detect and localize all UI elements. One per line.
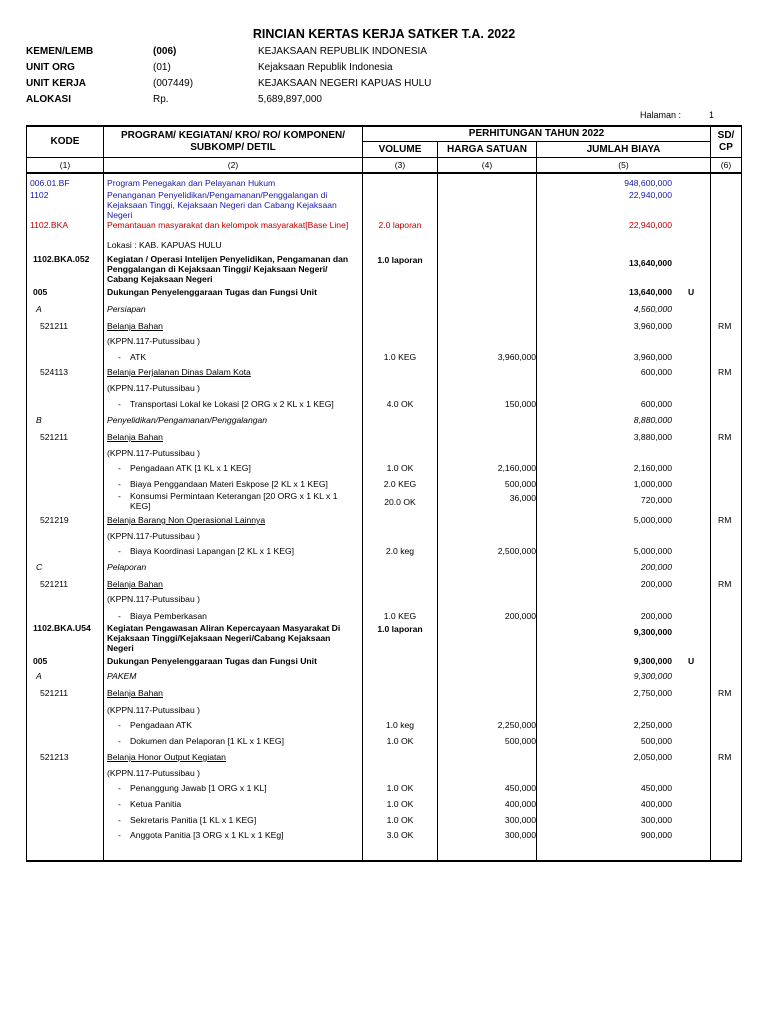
row-sd-flag: U — [688, 656, 695, 666]
row-code: 524113 — [40, 367, 69, 377]
row-unit-price: 200,000 — [504, 611, 536, 621]
row-description: Pengadaan ATK [1 KL x 1 KEG] — [130, 463, 251, 473]
row-cp-source: RM — [718, 688, 732, 698]
row-total: 3,960,000 — [633, 352, 672, 362]
row-code: 005 — [33, 656, 48, 666]
row-description: (KPPN.117-Putussibau ) — [107, 383, 200, 393]
row-description: Belanja Bahan — [107, 688, 163, 698]
table-top-border — [26, 125, 742, 127]
row-unit-price: 450,000 — [504, 783, 536, 793]
row-description: Belanja Bahan — [107, 321, 163, 331]
row-volume: 1.0 OK — [386, 783, 414, 793]
header-volume: VOLUME — [378, 144, 422, 155]
row-description: Belanja Honor Output Kegiatan — [107, 752, 226, 762]
row-total: 948,600,000 — [624, 178, 672, 188]
info-value: 5,689,897,000 — [258, 94, 322, 105]
row-volume: 1.0 OK — [386, 463, 414, 473]
row-volume: 2.0 laporan — [378, 220, 422, 230]
row-total: 8,880,000 — [633, 415, 672, 425]
row-total: 200,000 — [640, 579, 672, 589]
header-jumlah: JUMLAH BIAYA — [586, 144, 661, 155]
row-volume: 1.0 laporan — [377, 255, 423, 265]
row-description: Biaya Pemberkasan — [130, 611, 207, 621]
row-code: 005 — [33, 287, 48, 297]
row-description: (KPPN.117-Putussibau ) — [107, 705, 200, 715]
row-volume: 1.0 OK — [386, 799, 414, 809]
col-line-kode — [103, 125, 104, 861]
row-volume: 1.0 OK — [386, 815, 414, 825]
row-bullet: - — [118, 546, 121, 556]
row-description: (KPPN.117-Putussibau ) — [107, 531, 200, 541]
row-description: Belanja Barang Non Operasional Lainnya — [107, 515, 266, 525]
table-bottom-border — [26, 860, 742, 862]
info-value: KEJAKSAAN NEGERI KAPUAS HULU — [258, 78, 432, 89]
row-total: 3,960,000 — [633, 321, 672, 331]
row-bullet: - — [118, 491, 121, 501]
row-total: 2,160,000 — [633, 463, 672, 473]
row-bullet: - — [118, 783, 121, 793]
row-code: A — [36, 304, 42, 314]
row-description: Lokasi : KAB. KAPUAS HULU — [107, 240, 222, 250]
header-kode: KODE — [50, 136, 80, 147]
header-divider — [26, 157, 742, 158]
row-cp-source: RM — [718, 321, 732, 331]
row-cp-source: RM — [718, 579, 732, 589]
row-unit-price: 36,000 — [509, 493, 536, 503]
col-line-jumlah — [710, 125, 711, 861]
row-volume: 2.0 keg — [385, 546, 415, 556]
row-code: A — [36, 671, 42, 681]
info-code: Rp. — [153, 94, 169, 105]
row-unit-price: 2,500,000 — [497, 546, 536, 556]
row-total: 13,640,000 — [628, 258, 672, 268]
row-description: Belanja Bahan — [107, 432, 163, 442]
row-code: C — [36, 562, 43, 572]
header-perhitungan: PERHITUNGAN TAHUN 2022 — [468, 128, 605, 139]
row-bullet: - — [118, 720, 121, 730]
row-description: Belanja Perjalanan Dinas Dalam Kota — [107, 367, 251, 377]
row-description: Dokumen dan Pelaporan [1 KL x 1 KEG] — [130, 736, 284, 746]
row-sd-flag: U — [688, 287, 695, 297]
row-unit-price: 300,000 — [504, 815, 536, 825]
row-total: 5,000,000 — [633, 546, 672, 556]
row-volume: 1.0 OK — [386, 736, 414, 746]
col-line-left — [26, 125, 27, 861]
row-total: 2,750,000 — [633, 688, 672, 698]
row-code: 1102.BKA — [30, 220, 69, 230]
colnum-4: (4) — [481, 160, 493, 170]
row-description: Program Penegakan dan Pelayanan Hukum — [107, 178, 276, 188]
info-code: (006) — [153, 46, 177, 57]
row-unit-price: 3,960,000 — [497, 352, 536, 362]
row-total: 2,250,000 — [633, 720, 672, 730]
document-title: RINCIAN KERTAS KERJA SATKER T.A. 2022 — [252, 27, 516, 41]
row-description: Transportasi Lokal ke Lokasi [2 ORG x 2 KL x 1 KEG] — [130, 399, 334, 409]
row-total: 22,940,000 — [628, 190, 672, 200]
row-total: 300,000 — [640, 815, 672, 825]
row-description: Pelaporan — [107, 562, 147, 572]
header-harga: HARGA SATUAN — [447, 144, 527, 155]
row-code: 521219 — [40, 515, 69, 525]
row-description: Persiapan — [107, 304, 146, 314]
row-volume: 1.0 KEG — [383, 611, 417, 621]
row-volume: 1.0 keg — [385, 720, 415, 730]
info-row — [26, 44, 726, 60]
col-line-program — [362, 125, 363, 861]
row-description: Biaya Penggandaan Materi Eskpose [2 KL x 1 KEG] — [130, 479, 328, 489]
colnum-3: (3) — [394, 160, 406, 170]
row-bullet: - — [118, 611, 121, 621]
row-code: 1102.BKA.U54 — [33, 623, 91, 633]
row-description: (KPPN.117-Putussibau ) — [107, 594, 200, 604]
row-total: 600,000 — [640, 399, 672, 409]
colnum-1: (1) — [59, 160, 71, 170]
row-code: 521211 — [40, 579, 69, 589]
row-bullet: - — [118, 815, 121, 825]
row-unit-price: 500,000 — [504, 736, 536, 746]
row-description: Sekretaris Panitia [1 KL x 1 KEG] — [130, 815, 257, 825]
colnum-5: (5) — [618, 160, 629, 170]
row-total: 22,940,000 — [628, 220, 672, 230]
row-description: Pengadaan ATK — [130, 720, 192, 730]
row-unit-price: 300,000 — [504, 830, 536, 840]
row-bullet: - — [118, 479, 121, 489]
row-description: ATK — [130, 352, 147, 362]
row-cp-source: RM — [718, 432, 732, 442]
header-program: PROGRAM/ KEGIATAN/ KRO/ RO/ KOMPONEN/ SUBKOMP/ DETIL — [120, 130, 346, 153]
row-description: Konsumsi Permintaan Keterangan [20 ORG x 1 KL x 1 KEG] — [130, 491, 338, 511]
row-cp-source: RM — [718, 515, 732, 525]
row-bullet: - — [118, 399, 121, 409]
row-code: 1102.BKA.052 — [33, 254, 90, 264]
row-bullet: - — [118, 352, 121, 362]
header-bottom-border — [26, 172, 742, 174]
page-label: Halaman : — [640, 110, 682, 120]
row-total: 4,560,000 — [633, 304, 672, 314]
colnum-2: (2) — [227, 160, 239, 170]
row-unit-price: 400,000 — [504, 799, 536, 809]
row-total: 2,050,000 — [633, 752, 672, 762]
row-code: 006.01.BF — [30, 178, 70, 188]
row-description: Dukungan Penyelenggaraan Tugas dan Fungsi Unit — [107, 656, 317, 666]
header-sdcp: SD/ CP — [717, 130, 735, 153]
row-description: Penanggung Jawab [1 ORG x 1 KL] — [130, 783, 267, 793]
row-total: 200,000 — [640, 562, 672, 572]
row-bullet: - — [118, 830, 121, 840]
info-row — [26, 60, 726, 76]
row-code: 521211 — [40, 321, 69, 331]
row-total: 900,000 — [640, 830, 672, 840]
colnum-6: (6) — [720, 160, 732, 170]
row-code: 521213 — [40, 752, 69, 762]
row-total: 720,000 — [640, 495, 672, 505]
row-total: 450,000 — [640, 783, 672, 793]
row-total: 9,300,000 — [633, 656, 672, 666]
row-description: Biaya Koordinasi Lapangan [2 KL x 1 KEG] — [130, 546, 295, 556]
row-description: (KPPN.117-Putussibau ) — [107, 768, 200, 778]
row-total: 3,880,000 — [633, 432, 672, 442]
row-description: (KPPN.117-Putussibau ) — [107, 448, 200, 458]
info-label: UNIT ORG — [26, 62, 75, 73]
row-total: 500,000 — [640, 736, 672, 746]
info-code: (01) — [153, 62, 171, 73]
row-description: Kegiatan / Operasi Intelijen Penyelidikan, Pengamanan dan Penggalangan di Kejaksaan Tinggi/ Kejaksaan Negeri/ Cabang Kejaksaan Negeri — [107, 254, 349, 284]
row-volume: 2.0 KEG — [383, 479, 417, 489]
row-description: Anggota Panitia [3 ORG x 1 KL x 1 KEg] — [130, 830, 284, 840]
row-bullet: - — [118, 736, 121, 746]
row-volume: 1.0 KEG — [383, 352, 417, 362]
row-unit-price: 500,000 — [504, 479, 536, 489]
row-description: PAKEM — [107, 671, 137, 681]
row-unit-price: 2,160,000 — [497, 463, 536, 473]
page-number: 1 — [709, 110, 715, 120]
info-label: UNIT KERJA — [26, 78, 87, 89]
row-code: 521211 — [40, 432, 69, 442]
row-description: Dukungan Penyelenggaraan Tugas dan Fungsi Unit — [107, 287, 317, 297]
row-cp-source: RM — [718, 752, 732, 762]
row-code: B — [36, 415, 42, 425]
row-code: 521211 — [40, 688, 69, 698]
info-value: KEJAKSAAN REPUBLIK INDONESIA — [258, 46, 427, 57]
row-volume: 3.0 OK — [386, 830, 414, 840]
row-description: Kegiatan Pengawasan Aliran Kepercayaan Masyarakat Di Kejaksaan Tinggi/Kejaksaan Negeri/Cabang Kejaksaan Negeri — [107, 623, 341, 653]
row-volume: 4.0 OK — [386, 399, 414, 409]
row-description: Belanja Bahan — [107, 579, 163, 589]
row-bullet: - — [118, 799, 121, 809]
row-bullet: - — [118, 463, 121, 473]
row-description: Penanganan Penyelidikan/Pengamanan/Penggalangan di Kejaksaan Tinggi, Kejaksaan Negeri dan Cabang Kejaksaan Negeri — [107, 190, 337, 220]
row-total: 9,300,000 — [633, 671, 672, 681]
row-description: (KPPN.117-Putussibau ) — [107, 336, 200, 346]
row-description: Penyelidikan/Pengamanan/Penggalangan — [107, 415, 268, 425]
info-label: ALOKASI — [26, 94, 71, 105]
col-line-right — [741, 125, 742, 861]
info-row — [26, 76, 726, 92]
row-volume: 1.0 laporan — [377, 624, 423, 634]
row-code: 1102 — [30, 190, 49, 200]
row-description: Ketua Panitia — [130, 799, 182, 809]
row-total: 400,000 — [640, 799, 672, 809]
row-description: Pemantauan masyarakat dan kelompok masyarakat[Base Line] — [107, 220, 349, 230]
row-total: 9,300,000 — [633, 627, 672, 637]
row-unit-price: 2,250,000 — [497, 720, 536, 730]
info-code: (007449) — [153, 78, 194, 89]
row-total: 13,640,000 — [628, 287, 672, 297]
row-total: 200,000 — [640, 611, 672, 621]
row-total: 600,000 — [640, 367, 672, 377]
info-row — [26, 92, 726, 108]
row-unit-price: 150,000 — [504, 399, 536, 409]
row-cp-source: RM — [718, 367, 732, 377]
row-total: 1,000,000 — [633, 479, 672, 489]
info-label: KEMEN/LEMB — [26, 46, 94, 57]
row-total: 5,000,000 — [633, 515, 672, 525]
info-value: Kejaksaan Republik Indonesia — [258, 62, 393, 73]
row-volume: 20.0 OK — [384, 497, 416, 507]
